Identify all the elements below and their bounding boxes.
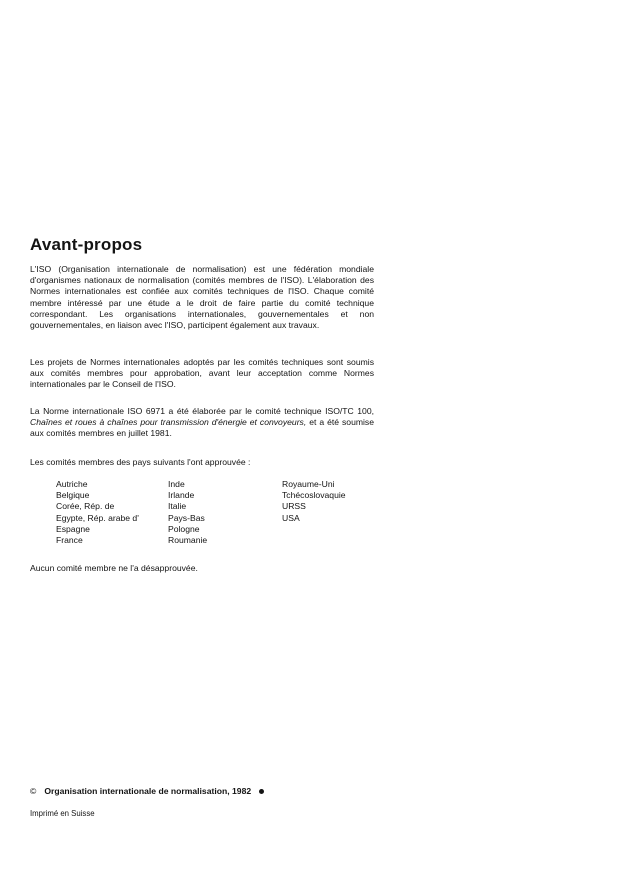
standard-paragraph [30,406,374,440]
country-column-1 [56,479,168,546]
country: Italie [168,501,187,512]
country: Irlande [168,490,195,501]
copyright-symbol: © [30,786,37,796]
copyright-line [30,786,264,796]
country: Inde [168,479,185,489]
country: France [56,535,83,546]
standard-text-a: La Norme internationale ISO 6971 a été élaborée par le comité technique ISO/TC 100, [30,406,374,416]
country: URSS [282,501,306,512]
intro-paragraph: L'ISO (Organisation internationale de normalisation) est une fédération mondiale d'organismes nationaux de normalisation (comités membres de l'ISO). L'élaboration des Normes internationales est confiée aux comités techniques de l'ISO. Chaque comité membre intéressé par une étude a le droit de faire partie du comité technique correspondant. Les organisations internationales, gouvernementales et non gouvernementales, en liaison avec l'ISO, participent également aux travaux. [30,264,374,331]
country: Pays-Bas [168,512,205,523]
approved-paragraph: Les comités membres des pays suivants l'ont approuvée : [30,457,251,467]
country: USA [282,512,300,523]
page-title: Avant-propos [30,235,143,254]
country: Egypte, Rép. arabe d' [56,512,139,523]
standard-text-c: et a été soumise aux comités membres en juillet 1981. [30,417,374,439]
country: Autriche [56,479,88,489]
country-list [56,479,382,546]
disapproved-paragraph: Aucun comité membre ne l'a désapprouvée. [30,563,198,573]
printed-in: Imprimé en Suisse [30,809,95,818]
country-column-2 [168,479,282,546]
country: Royaume-Uni [282,479,335,489]
standard-committee-title: Chaînes et roues à chaînes pour transmission d'énergie et convoyeurs, [30,417,307,428]
country-column-3 [282,479,382,546]
copyright-text: Organisation internationale de normalisation, 1982 [44,786,252,796]
country: Belgique [56,490,90,501]
country: Pologne [168,523,200,534]
bullet-dot-icon [259,789,264,794]
country: Roumanie [168,535,208,546]
drafts-paragraph: Les projets de Normes internationales adoptés par les comités techniques sont soumis aux comités membres pour approbation, avant leur acceptation comme Normes internationales par le Conseil de l'ISO. [30,357,374,390]
country: Espagne [56,523,90,534]
country: Tchécoslovaquie [282,490,346,501]
country: Corée, Rép. de [56,501,115,512]
